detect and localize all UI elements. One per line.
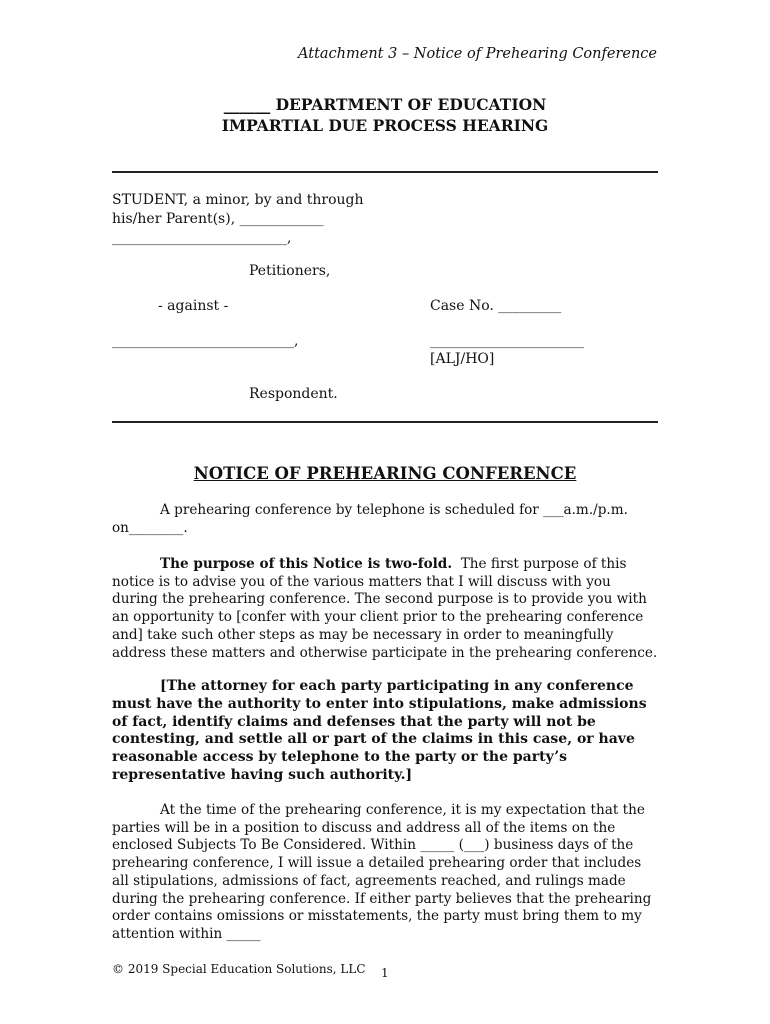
prehearing-order-text: At the time of the prehearing conference, it is my expectation that the parties will be in a position to discuss and address all of the items on the enclosed Subjects To Be Considered. Within _____ (___) business days of the prehearing conference, I will issue a detailed prehearing order that includes all stipulations, admissions of fact, agreements reached, and rulings made during the prehearing conference. If either party believes that the prehearing order contains omissions or misstatements, the party must bring them to my attention within _____	[112, 802, 652, 942]
against-label: - against -	[158, 298, 229, 314]
respondent-blank: __________________________,	[112, 333, 299, 349]
schedule-line-1: A prehearing conference by telephone is scheduled for ___a.m./p.m.	[160, 502, 628, 518]
alj-label: [ALJ/HO]	[430, 351, 495, 367]
case-number: Case No. _________	[430, 298, 562, 314]
purpose-paragraph	[112, 556, 660, 662]
student-line-3: _________________________,	[112, 230, 292, 246]
page-number: 1	[381, 966, 389, 980]
petitioners-label: Petitioners,	[249, 263, 331, 279]
hearing-heading: IMPARTIAL DUE PROCESS HEARING	[221, 116, 549, 135]
student-line-2: his/her Parent(s), ____________	[112, 211, 324, 227]
schedule-paragraph	[112, 502, 660, 537]
student-line-1: STUDENT, a minor, by and through	[112, 192, 364, 208]
respondent-label: Respondent.	[249, 386, 338, 402]
attorney-authority-text: [The attorney for each party participating in any conference must have the authority to enter into stipulations, make admissions of fact, identify claims and defenses that the party will not be contesting, and settle all or part of the claims in this case, or have reasonable access by telephone to the party or the party’s representative having such authority.]	[112, 678, 647, 783]
notice-title: NOTICE OF PREHEARING CONFERENCE	[193, 464, 577, 483]
purpose-bold: The purpose of this Notice is two-fold.	[160, 556, 453, 572]
prehearing-order-paragraph	[112, 802, 660, 944]
attachment-header: Attachment 3 – Notice of Prehearing Conference	[298, 46, 657, 62]
alj-blank: ______________________	[430, 333, 584, 349]
caption-top-rule	[112, 171, 658, 173]
copyright-footer: © 2019 Special Education Solutions, LLC	[112, 962, 366, 976]
caption-bottom-rule	[112, 421, 658, 423]
purpose-text: The first purpose of this notice is to advise you of the various matters that I will discuss with you during the prehearing conference. The second purpose is to provide you with an opportunity to [confer with your client prior to the prehearing conference and] take such other steps as may be necessary in order to meaningfully address these matters and otherwise participate in the prehearing conference.	[112, 556, 658, 661]
attorney-authority-paragraph	[112, 678, 660, 785]
schedule-line-2: on________.	[112, 519, 188, 536]
department-heading: ______ DEPARTMENT OF EDUCATION	[223, 95, 547, 114]
